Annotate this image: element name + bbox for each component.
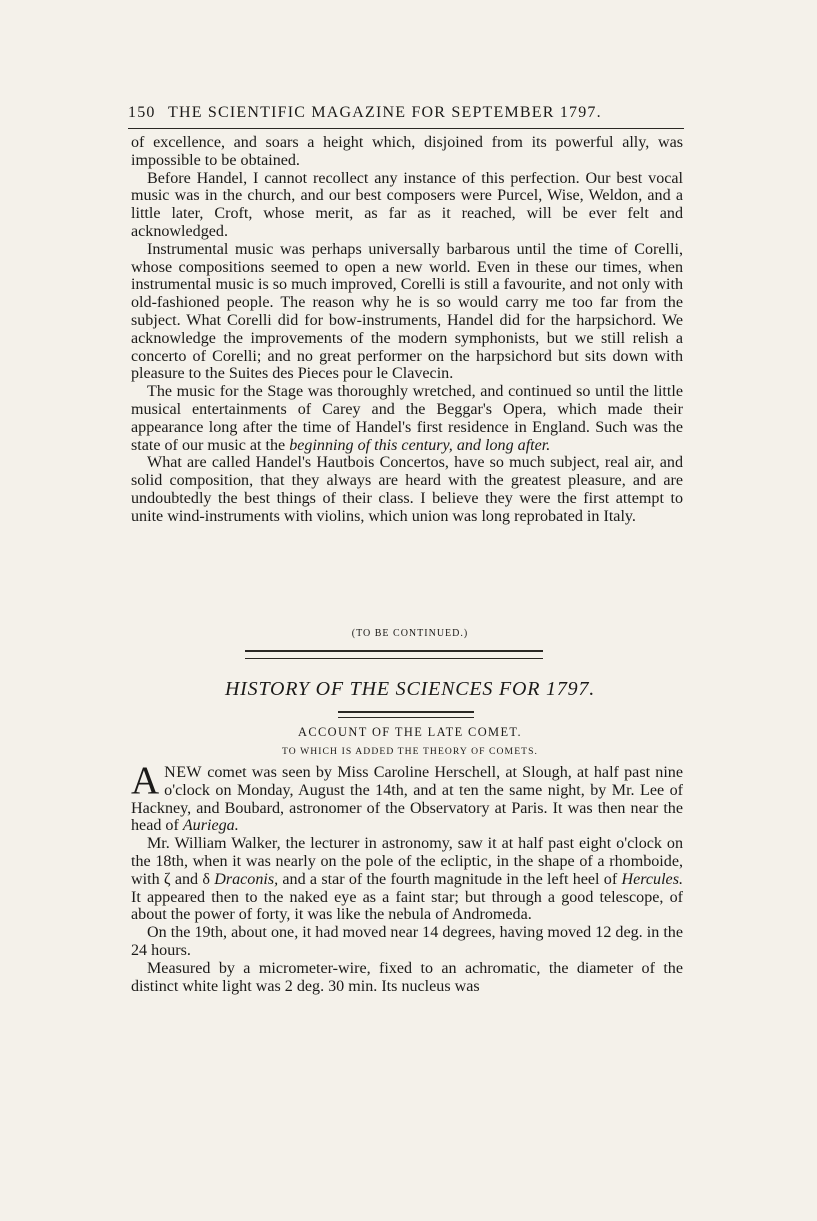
running-header	[128, 104, 684, 122]
paragraph-text: It appeared then to the naked eye as a faint star; but through a good telescope, of about the power of forty, it was like the nebula of Andromeda.	[131, 888, 683, 924]
lead-caps: NEW	[164, 764, 203, 781]
italic-phrase: Draconis,	[209, 870, 279, 888]
article-heading: ACCOUNT OF THE LATE COMET.	[298, 725, 522, 739]
title-ornament-rule	[338, 711, 474, 718]
paragraph: Instrumental music was perhaps universally barbarous until the time of Corelli, whose compositions seemed to open a new world. Even in these our times, when instrumental music is so much improved, Corelli is still a favourite, and not only with old-fashioned people. The reason why he is so would carry me too far from the subject. What Corelli did for bow-instruments, Handel did for the harpsichord. We acknowledge the improvements of the modern symphonists, but we still relish a concerto of Corelli; and no great performer on the harpsichord but sits down with pleasure to the Suites des Pieces pour le Clavecin.	[131, 240, 683, 383]
running-title: THE SCIENTIFIC MAGAZINE FOR SEPTEMBER 1797.	[168, 104, 602, 121]
section-divider	[245, 650, 543, 659]
italic-phrase: beginning of this century, and long after.	[289, 436, 551, 454]
page-number: 150	[128, 104, 156, 121]
paragraph	[131, 383, 683, 454]
greek-symbol: δ	[202, 870, 210, 888]
section-title: HISTORY OF THE SCIENCES FOR 1797.	[224, 678, 596, 700]
paragraph: Measured by a micrometer-wire, fixed to an achromatic, the diameter of the distinct white light was 2 deg. 30 min. Its nucleus was	[131, 959, 683, 995]
to-be-continued: (TO BE CONTINUED.)	[351, 628, 469, 639]
article-subheading: TO WHICH IS ADDED THE THEORY OF COMETS.	[281, 746, 539, 757]
paragraph-text: The music for the Stage was thoroughly wretched, and continued so until the little musical entertainments of Carey and the Beggar's Opera, which made their appearance long after the time of Handel's first residence in England. Such was the state of our music at the	[131, 383, 683, 454]
paragraph	[131, 759, 683, 835]
greek-symbol: ζ	[163, 870, 171, 888]
paragraph-text: and	[170, 870, 203, 888]
header-rule	[128, 128, 684, 129]
paragraph-text: and a star of the fourth magnitude in the left heel of	[278, 870, 622, 888]
paragraph: of excellence, and soars a height which, disjoined from its powerful ally, was impossible to be obtained.	[131, 134, 683, 169]
italic-phrase: Auriega.	[182, 817, 239, 835]
paragraph: Before Handel, I cannot recollect any instance of this perfection. Our best vocal music was in the church, and our best composers were Purcel, Wise, Weldon, and a little later, Croft, whose merit, as far as it reached, will be ever felt and acknowledged.	[131, 169, 683, 240]
italic-phrase: Hercules.	[621, 870, 683, 888]
drop-cap: A	[131, 759, 160, 802]
music-article-text	[131, 134, 683, 526]
paragraph-text: comet was seen by Miss Caroline Herschell, at Slough, at half past nine o'clock on Monday, August the 14th, and at ten the same night, by Mr. Lee of Hackney, and Boubard, astronomer of the Observatory at Paris. It was then near the head of	[131, 764, 683, 835]
paragraph	[131, 835, 683, 924]
paragraph: What are called Handel's Hautbois Concertos, have so much subject, real air, and solid composition, that they always are heard with the greatest pleasure, and are undoubtedly the best things of their class. I believe they were the first attempt to unite wind-instruments with violins, which union was long reprobated in Italy.	[131, 454, 683, 525]
paragraph: On the 19th, about one, it had moved near 14 degrees, having moved 12 deg. in the 24 hours.	[131, 924, 683, 959]
comet-article-text	[131, 759, 683, 995]
paragraph-text: Mr. William Walker, the lecturer in astronomy, saw it at half past eight o'clock on the 18th, when it was nearly on the pole of the ecliptic, in the shape of a rhomboide, with	[131, 835, 683, 888]
